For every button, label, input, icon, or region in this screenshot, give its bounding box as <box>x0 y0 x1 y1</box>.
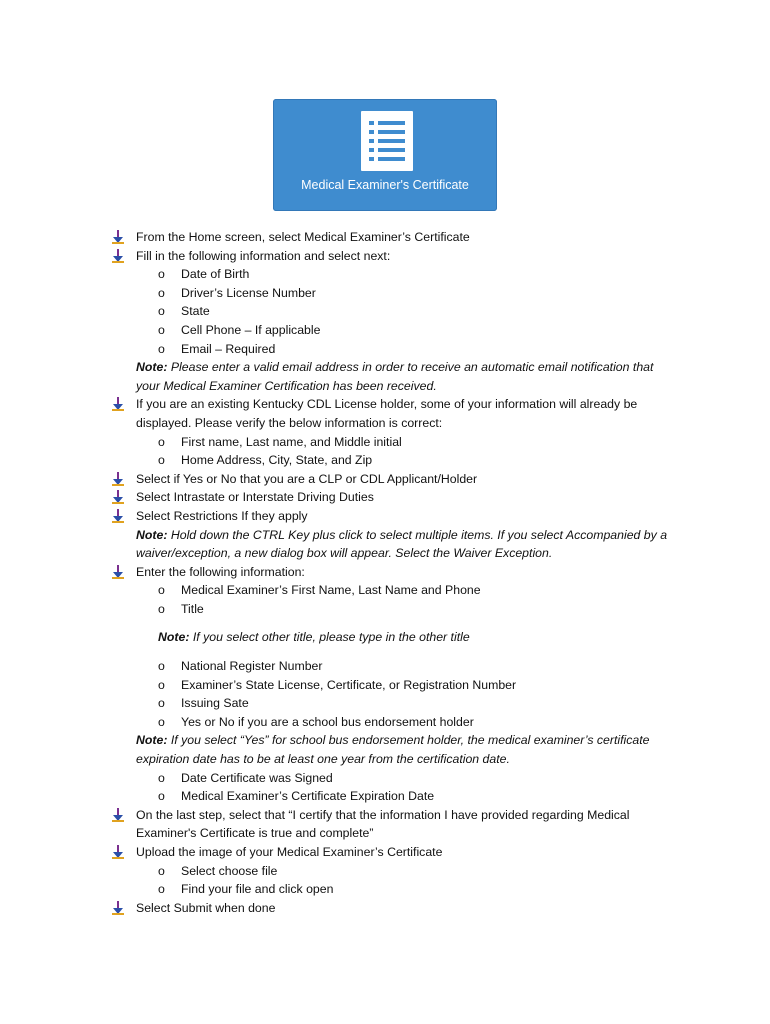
down-arrow-bullet-icon <box>112 249 124 263</box>
step-text: From the Home screen, select Medical Examiner’s Certificate <box>136 230 470 244</box>
sub-item: o Cell Phone – If applicable <box>0 321 770 340</box>
sub-item: o Medical Examiner’s Certificate Expiration Date <box>0 787 770 806</box>
sub-item: o Yes or No if you are a school bus endorsement holder <box>0 713 770 732</box>
list-document-icon <box>361 111 413 171</box>
sub-item: o Home Address, City, State, and Zip <box>0 451 770 470</box>
sub-item: o First name, Last name, and Middle initial <box>0 433 770 452</box>
step <box>0 899 770 918</box>
sub-item: o Driver’s License Number <box>0 284 770 303</box>
sub-item: o Select choose file <box>0 862 770 881</box>
sub-item: o State <box>0 302 770 321</box>
step-continued: Examiner's Certificate is true and complete” <box>136 826 374 841</box>
sub-item: o Medical Examiner’s First Name, Last Name and Phone <box>0 581 770 600</box>
sub-bullet: o <box>158 453 165 468</box>
step <box>0 563 770 582</box>
sub-item: o Issuing Sate <box>0 694 770 713</box>
step-text: Fill in the following information and select next: <box>136 248 391 263</box>
tile-label: Medical Examiner's Certificate <box>301 178 469 192</box>
sub-bullet: o <box>158 341 165 356</box>
step <box>0 247 770 266</box>
step <box>0 843 770 862</box>
sub-bullet: o <box>158 714 165 729</box>
sub-bullet: o <box>158 770 165 785</box>
sub-item: o Date of Birth <box>0 265 770 284</box>
step-text: Select Restrictions If they apply <box>136 508 308 523</box>
sub-item: o Examiner’s State License, Certificate, or Registration Number <box>0 676 770 695</box>
sub-item: o National Register Number <box>0 657 770 676</box>
step-text: Select if Yes or No that you are a CLP or CDL Applicant/Holder <box>136 471 478 486</box>
sub-bullet: o <box>158 696 165 711</box>
note: Note: If you select other title, please type in the other title <box>158 630 470 645</box>
down-arrow-bullet-icon <box>112 230 124 244</box>
sub-bullet: o <box>158 285 165 300</box>
sub-bullet: o <box>158 304 165 319</box>
note: Note: Please enter a valid email address in order to receive an automatic email notification that <box>136 360 654 375</box>
step <box>0 806 770 825</box>
step-text: Upload the image of your Medical Examiner’s Certificate <box>136 845 443 859</box>
sub-bullet: o <box>158 322 165 337</box>
step-continued: displayed. Please verify the below information is correct: <box>136 415 443 430</box>
instructions <box>0 228 770 917</box>
sub-item: o Find your file and click open <box>0 880 770 899</box>
step <box>0 488 770 507</box>
note: expiration date has to be at least one year from the certification date. <box>136 752 510 767</box>
note: Note: Hold down the CTRL Key plus click to select multiple items. If you select Accompanied by a <box>136 527 668 542</box>
step <box>0 470 770 489</box>
down-arrow-bullet-icon <box>112 509 124 523</box>
step-text: Select Intrastate or Interstate Driving Duties <box>136 490 374 505</box>
sub-bullet: o <box>158 659 165 674</box>
note: Note: If you select “Yes” for school bus endorsement holder, the medical examiner’s certificate <box>136 733 650 748</box>
sub-bullet: o <box>158 267 165 282</box>
sub-item: o Date Certificate was Signed <box>0 769 770 788</box>
medical-examiners-certificate-tile[interactable] <box>273 99 497 211</box>
sub-bullet: o <box>158 601 165 616</box>
step-text: On the last step, select that “I certify that the information I have provided regarding Medical <box>136 807 630 822</box>
sub-bullet: o <box>158 434 165 449</box>
note: waiver/exception, a new dialog box will appear. Select the Waiver Exception. <box>136 546 553 561</box>
down-arrow-bullet-icon <box>112 472 124 486</box>
step <box>0 228 770 247</box>
sub-bullet: o <box>158 583 165 598</box>
sub-item: o Title <box>0 600 770 619</box>
step <box>0 507 770 526</box>
note: your Medical Examiner Certification has been received. <box>136 378 437 393</box>
down-arrow-bullet-icon <box>112 565 124 579</box>
sub-bullet: o <box>158 677 165 692</box>
down-arrow-bullet-icon <box>112 808 124 822</box>
down-arrow-bullet-icon <box>112 845 124 859</box>
step-text: Select Submit when done <box>136 900 276 915</box>
sub-bullet: o <box>158 789 165 804</box>
step-text: Enter the following information: <box>136 564 305 579</box>
down-arrow-bullet-icon <box>112 397 124 411</box>
down-arrow-bullet-icon <box>112 901 124 915</box>
sub-bullet: o <box>158 863 165 878</box>
step-text: If you are an existing Kentucky CDL License holder, some of your information will already be <box>136 397 638 412</box>
down-arrow-bullet-icon <box>112 490 124 504</box>
sub-bullet: o <box>158 882 165 897</box>
step <box>0 395 770 414</box>
sub-item: o Email – Required <box>0 340 770 359</box>
